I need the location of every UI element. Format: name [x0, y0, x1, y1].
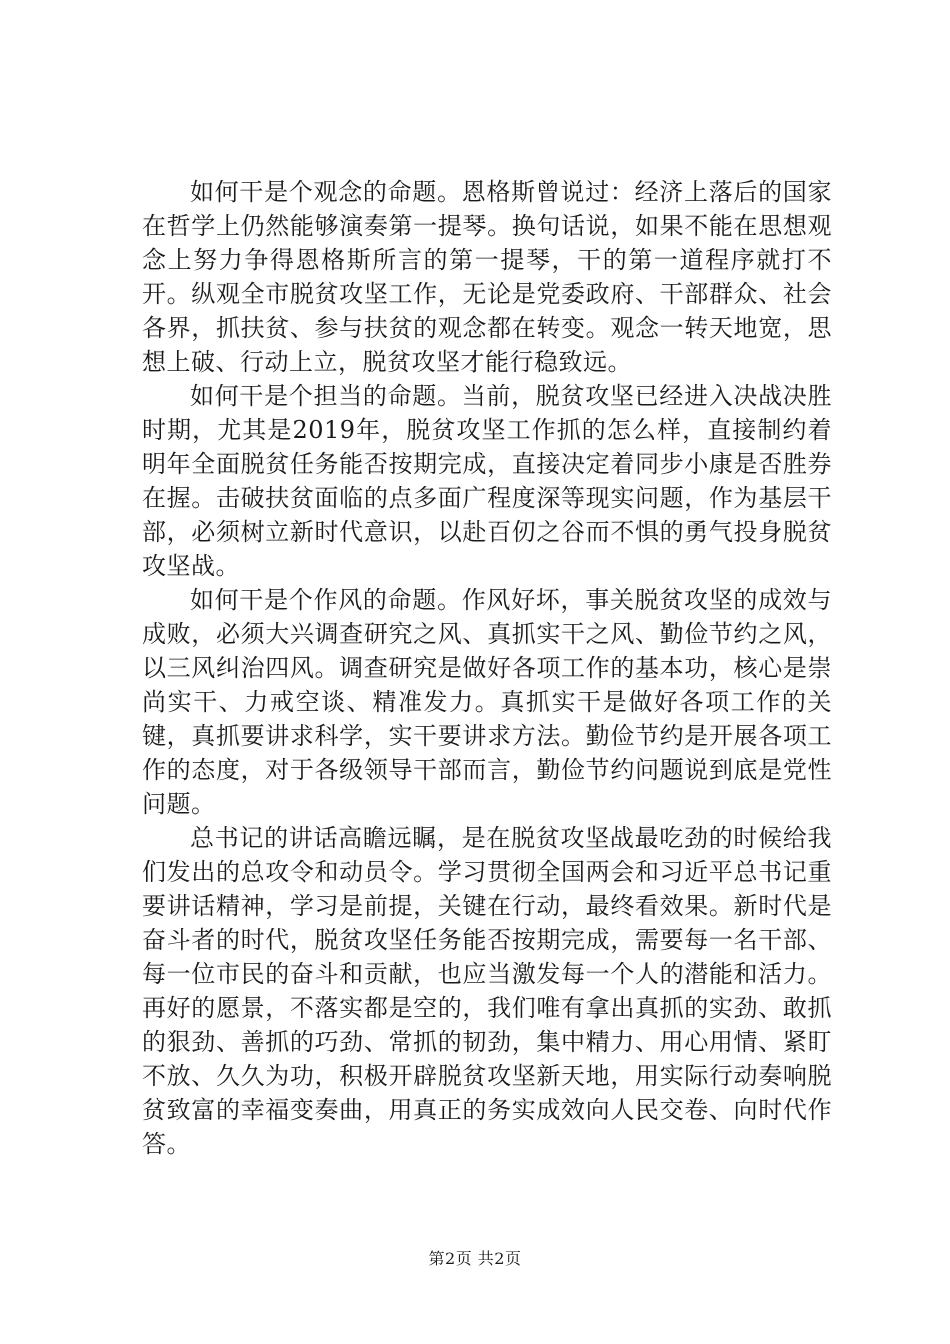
- paragraph-responsibility: 如何干是个担当的命题。当前，脱贫攻坚已经进入决战决胜时期，尤其是2019年，脱贫攻坚工作抓的怎么样，直接制约着明年全面脱贫任务能否按期完成，直接决定着同步小康是否胜券在握。击破扶贫面临的点多面广程度深等现实问题，作为基层干部，必须树立新时代意识，以赴百仞之谷而不惧的勇气投身脱贫攻坚战。: [142, 382, 832, 580]
- paragraph-work-style: 如何干是个作风的命题。作风好坏，事关脱贫攻坚的成效与成败，必须大兴调查研究之风、真抓实干之风、勤俭节约之风，以三风纠治四风。调查研究是做好各项工作的基本功，核心是崇尚实干、力戒空谈、精准发力。真抓实干是做好各项工作的关键，真抓要讲求科学，实干要讲求方法。勤俭节约是开展各项工作的态度，对于各级领导干部而言，勤俭节约问题说到底是党性问题。: [142, 586, 832, 818]
- paragraph-conclusion: 总书记的讲话高瞻远瞩，是在脱贫攻坚战最吃劲的时候给我们发出的总攻令和动员令。学习贯彻全国两会和习近平总书记重要讲话精神，学习是前提，关键在行动，最终看效果。新时代是奋斗者的时代，脱贫攻坚任务能否按期完成，需要每一名干部、每一位市民的奋斗和贡献，也应当激发每一个人的潜能和活力。再好的愿景，不落实都是空的，我们唯有拿出真抓的实劲、敢抓的狠劲、善抓的巧劲、常抓的韧劲，集中精力、用心用情、紧盯不放、久久为功，积极开辟脱贫攻坚新天地，用实际行动奏响脱贫致富的幸福变奏曲，用真正的务实成效向人民交卷、向时代作答。: [142, 824, 832, 1158]
- document-body: [142, 175, 832, 1161]
- page-number-footer: 第2页 共2页: [428, 1249, 522, 1268]
- paragraph-concept: 如何干是个观念的命题。恩格斯曾说过：经济上落后的国家在哲学上仍然能够演奏第一提琴。换句话说，如果不能在思想观念上努力争得恩格斯所言的第一提琴，干的第一道程序就打不开。纵观全市脱贫攻坚工作，无论是党委政府、干部群众、社会各界，抓扶贫、参与扶贫的观念都在转变。观念一转天地宽，思想上破、行动上立，脱贫攻坚才能行稳致远。: [142, 178, 832, 376]
